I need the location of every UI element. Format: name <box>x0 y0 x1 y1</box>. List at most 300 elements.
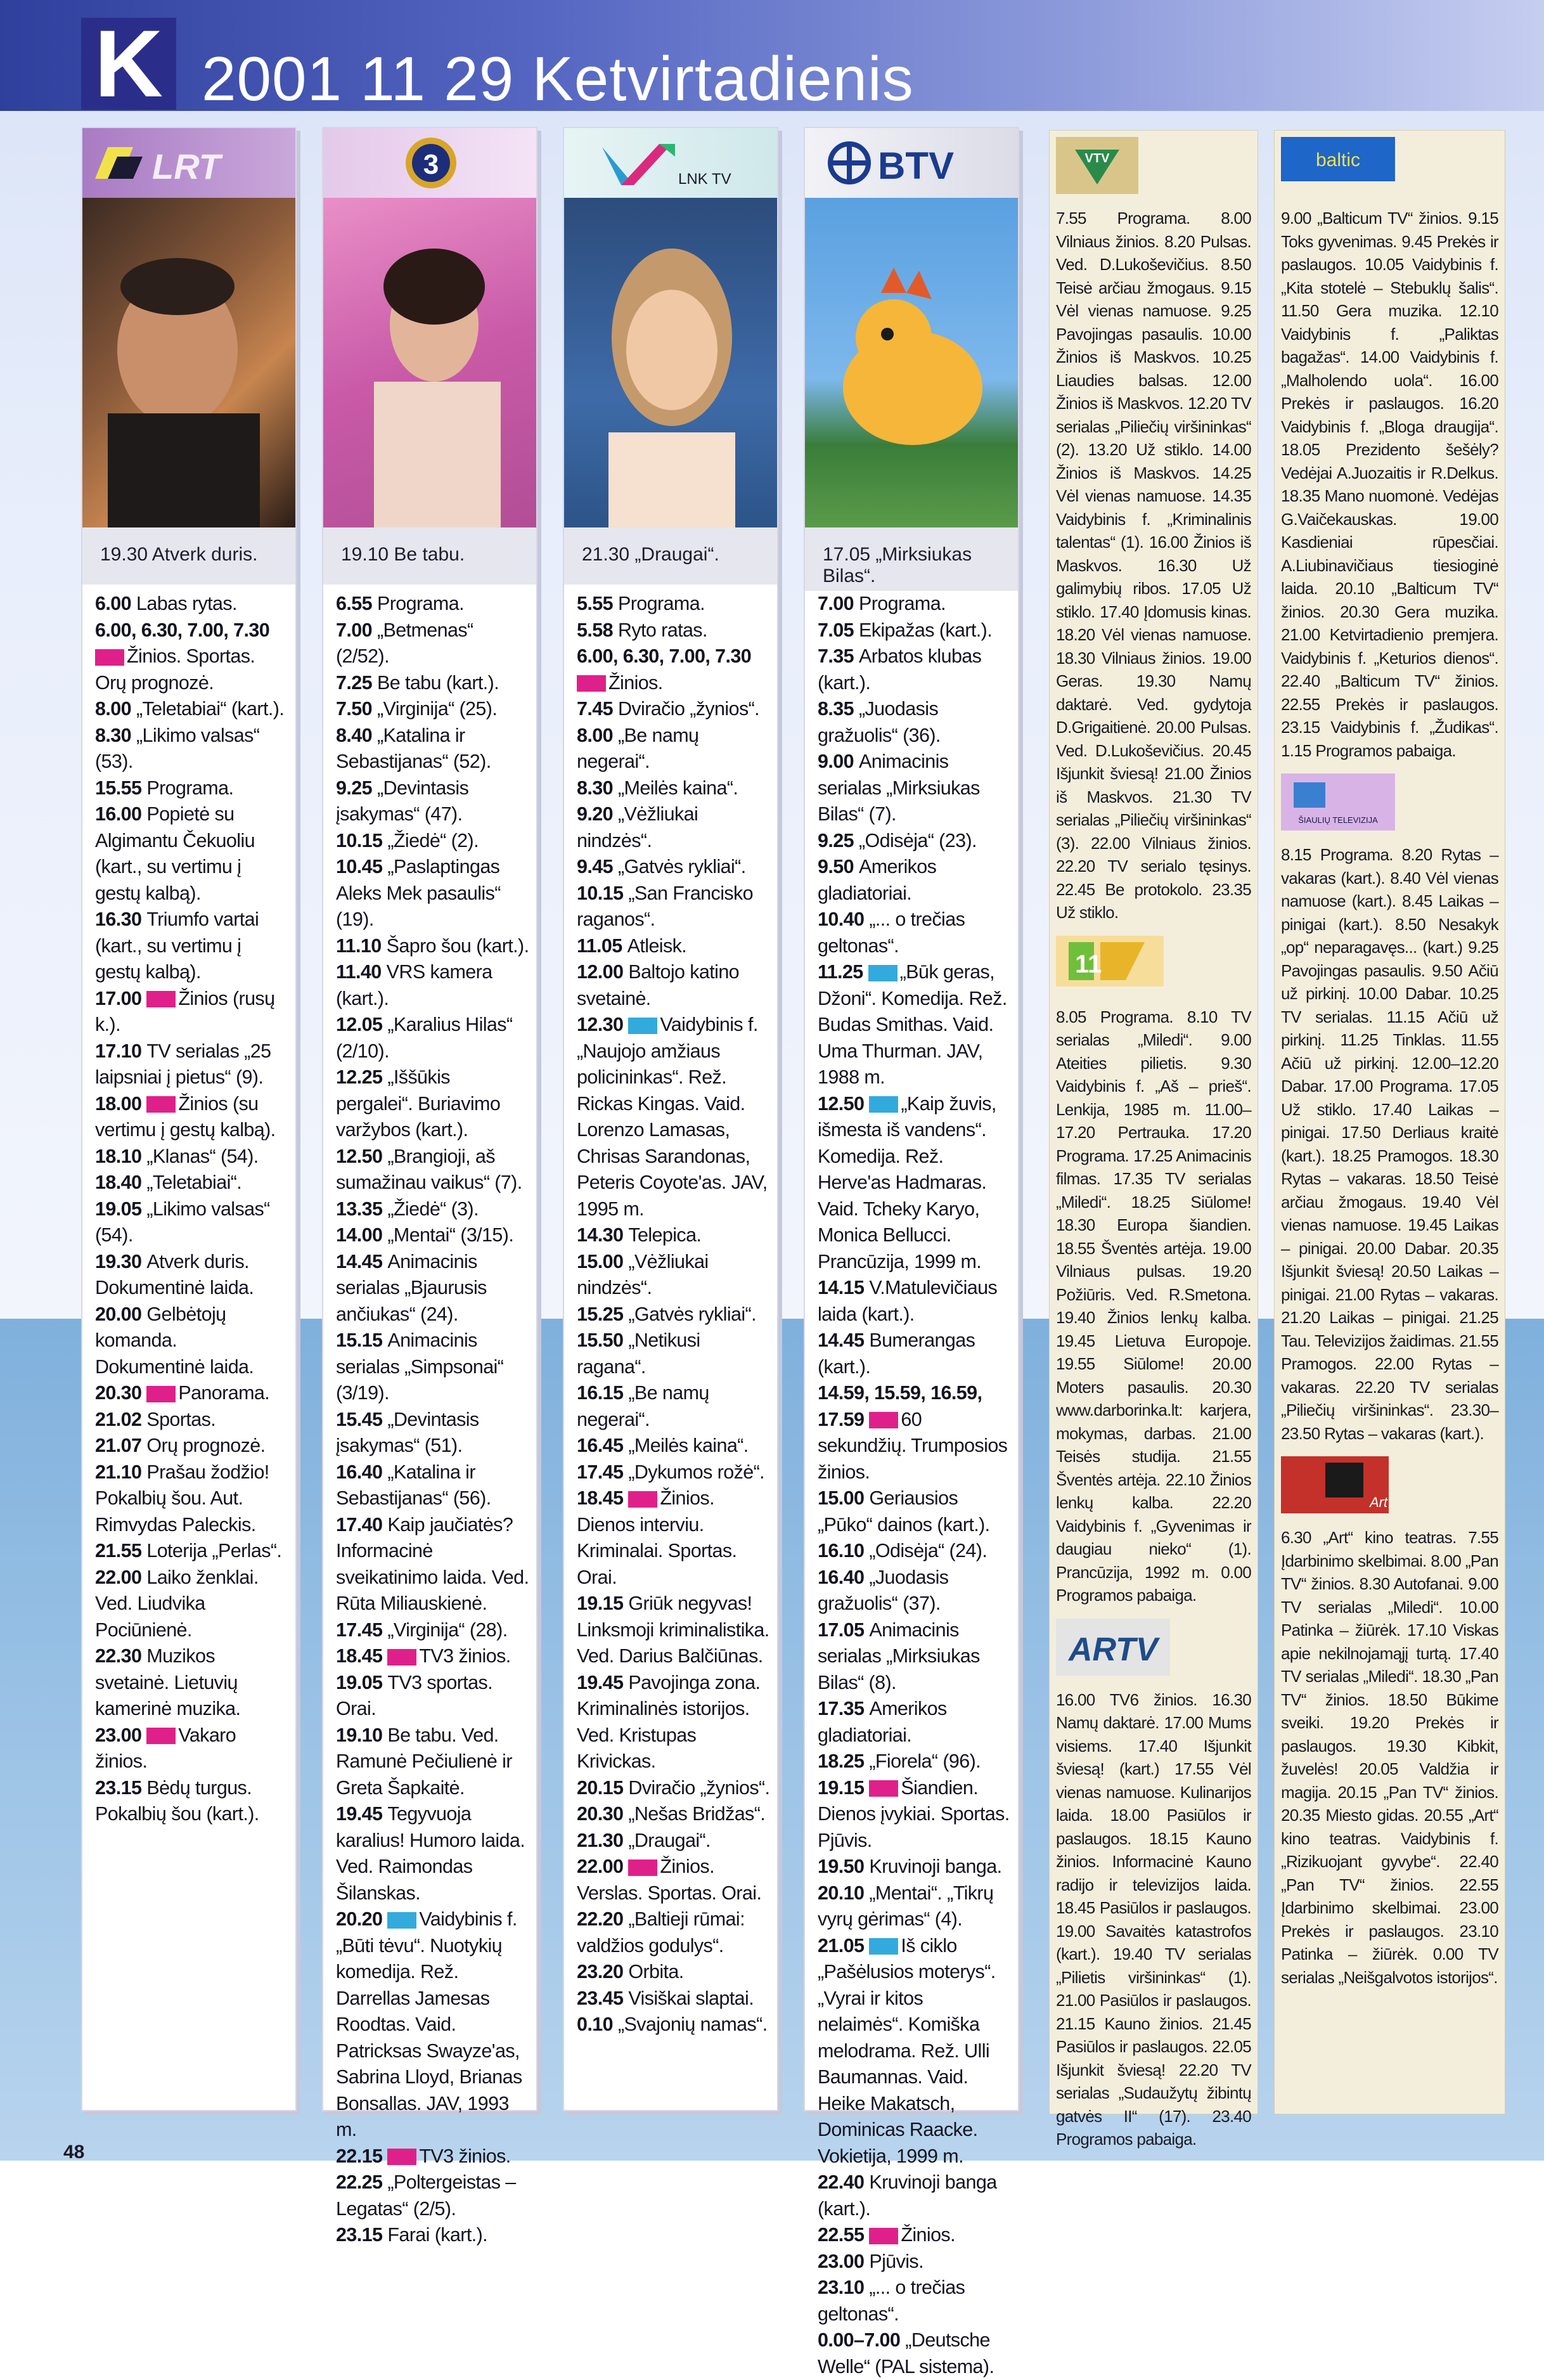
schedule-time: 0.10 <box>577 2014 613 2035</box>
baltic-logo-icon <box>1281 137 1395 181</box>
schedule-entry <box>577 775 771 802</box>
schedule-entry <box>818 1854 1012 1880</box>
schedule-entry <box>577 801 771 854</box>
schedule-title: „Likimo valsas“ (53). <box>95 724 265 772</box>
schedule-entry <box>818 1565 1012 1617</box>
schedule-title: „Deutsche Welle“ (PAL sistema). <box>818 2329 995 2377</box>
schedule-entry <box>818 1617 1012 1697</box>
channel-column-btv <box>804 127 1019 2377</box>
schedule-title: Kaip jaučiatės? Informacinė sveikatinimo laida. Ved. Rūta Miliauskienė. <box>336 1513 534 1614</box>
page-number: 48 <box>63 2142 85 2163</box>
schedule-entry <box>336 959 530 1012</box>
schedule-title: Vakaro žinios. <box>95 1724 241 1772</box>
schedule-entry <box>336 1643 530 1670</box>
schedule-time: 6.55 <box>336 593 372 614</box>
schedule-title: Popietė su Algimantu Čekuoliu (kart., su vertimu į gestų kalbą). <box>95 803 260 904</box>
schedule-entry <box>577 644 771 696</box>
schedule-title: TV3 sportas. Orai. <box>336 1671 498 1719</box>
schedule-title: „Vėžliukai nindzės“. <box>577 1250 714 1298</box>
schedule-entry <box>336 933 530 960</box>
schedule-entry <box>95 1565 289 1644</box>
schedule-title: Ryto ratas. <box>617 619 707 641</box>
schedule-title: Kruvinoji banga. <box>869 1856 1002 1877</box>
schedule-time: 13.35 <box>336 1198 383 1220</box>
svg-text:ŠIAULIŲ TELEVIZIJA: ŠIAULIŲ TELEVIZIJA <box>1298 815 1378 825</box>
schedule-time: 15.15 <box>336 1329 383 1351</box>
cartoon-dinosaur-icon <box>805 198 1020 527</box>
schedule-title: Griūk negyvas! Linksmoji kriminalistika. Ved. Darius Balčiūnas. <box>577 1593 775 1667</box>
lrt-headline: 19.30 Atverk duris. <box>82 527 295 585</box>
schedule-time: 12.50 <box>336 1145 383 1167</box>
schedule-time: 17.35 <box>818 1698 865 1719</box>
schedule-title: Programa. <box>617 593 705 614</box>
schedule-entry <box>818 1275 1012 1328</box>
schedule-entry <box>336 2144 530 2170</box>
schedule-title: Prašau žodžio! Pokalbių šou. Aut. Rimvydas Paleckis. <box>95 1461 274 1536</box>
schedule-entry <box>577 2012 771 2038</box>
schedule-title: Animacinis serialas „Bjaurusis ančiukas“ (24). <box>336 1250 492 1325</box>
film-icon <box>869 1938 898 1955</box>
svg-text:Art: Art <box>1370 1494 1388 1510</box>
schedule-entry <box>336 1196 530 1223</box>
tv3-logo <box>323 128 536 198</box>
schedule-title: Žinios. <box>608 671 663 694</box>
schedule-time: 12.50 <box>818 1092 865 1115</box>
schedule-title: Visiškai slaptai. <box>628 1987 754 2009</box>
schedule-title: „Juodasis gražuolis“ (36). <box>818 698 943 746</box>
schedule-time: 21.30 <box>577 1829 624 1851</box>
schedule-title: Pjūvis. <box>869 2250 923 2272</box>
schedule-title: 60 sekundžių. Trumposios žinios. <box>818 1408 1013 1483</box>
schedule-title: Baltojo katino svetainė. <box>577 961 744 1009</box>
schedule-entry <box>336 1328 530 1407</box>
schedule-title: Animacinis serialas „Mirksiukas Bilas“ (7). <box>818 751 985 825</box>
schedule-time: 18.00 <box>95 1092 142 1115</box>
schedule-title: „Meilės kaina“. <box>617 777 738 799</box>
vtv-logo-icon <box>1056 137 1138 194</box>
schedule-entry <box>95 618 289 697</box>
schedule-entry <box>577 1485 771 1591</box>
vtv-logo <box>1056 137 1251 200</box>
schedule-entry <box>336 1723 530 1802</box>
schedule-entry <box>577 1959 771 1986</box>
schedule-entry <box>818 854 1012 907</box>
schedule-entry <box>818 618 1012 644</box>
schedule-entry <box>95 1038 289 1091</box>
schedule-title: Be tabu. Ved. Ramunė Pečiulienė ir Greta Šapkaitė. <box>336 1724 517 1799</box>
schedule-title: „Būk geras, Džoni“. Komedija. Rež. Budas Smithas. Vaid. Uma Thurman. JAV, 1988 m. <box>818 961 1012 1088</box>
schedule-entry <box>336 854 530 933</box>
schedule-time: 19.10 <box>336 1724 383 1746</box>
schedule-time: 15.55 <box>95 777 142 799</box>
schedule-entry <box>577 1854 771 1906</box>
schedule-entry <box>818 2249 1012 2275</box>
artv-schedule: 16.00 TV6 žinios. 16.30 Namų daktarė. 17.00 Mums visiems. 17.40 Išjunkit šviesą! (kart.) 17.55 Vėl vienas namuose. Kulinarijos laida. 18.00 Pasiūlos ir paslaugos. 18.15 Kauno žinios. Informacinė Kauno radijo ir televizijos laida. 18.45 Pasiūlos ir paslaugos. 19.00 Savaitės katastrofos (kart.). 19.40 TV serialas „Pilietis viršininkas“ (1). 21.00 Pasiūlos ir paslaugos. 21.15 Kauno žinios. 21.45 Pasiūlos ir paslaugos. 22.05 Išjunkit šviesą! 22.20 TV serialas „Sudaužytų žibintų gatvės II“ (17). 23.40 Programos pabaiga. <box>1056 1690 1251 2149</box>
schedule-time: 22.00 <box>577 1856 624 1877</box>
schedule-time: 20.20 <box>336 1908 383 1930</box>
schedule-title: Pavojinga zona. Kriminalinės istorijos. Ved. Kristupas Krivickas. <box>577 1671 766 1772</box>
schedule-entry <box>95 1538 289 1565</box>
schedule-title: „Odisėja“ (24). <box>869 1540 988 1562</box>
schedule-entry <box>577 1222 771 1249</box>
schedule-title: Vaidybinis f. „Būti tėvu“. Nuotykių komedija. Rež. Darrellas Jamesas Roodtas. Vaid. Patricksas Swayze'as, Sabrina Lloyd, Brianas Bonsallas. JAV, 1993 m. <box>336 1908 527 2140</box>
schedule-time: 18.25 <box>818 1750 865 1772</box>
small-channels-right <box>1274 130 1505 2114</box>
btv-logo <box>805 128 1018 198</box>
svg-text:BTV: BTV <box>878 145 954 187</box>
schedule-time: 8.35 <box>818 698 854 720</box>
schedule-title: „Be namų negerai“. <box>577 1382 714 1430</box>
schedule-title: Atverk duris. Dokumentinė laida. <box>95 1250 254 1298</box>
schedule-time: 20.00 <box>95 1303 142 1325</box>
schedule-time: 15.00 <box>818 1487 865 1509</box>
schedule-entry <box>818 2222 1012 2249</box>
schedule-time: 20.10 <box>818 1882 865 1904</box>
schedule-time: 19.15 <box>577 1593 624 1614</box>
schedule-entry <box>95 1249 289 1302</box>
film-icon <box>869 1096 898 1113</box>
schedule-time: 22.15 <box>336 2145 383 2167</box>
lrt-schedule <box>82 591 295 2110</box>
film-icon <box>628 1018 657 1034</box>
art-logo <box>1281 1456 1498 1520</box>
schedule-entry <box>336 1064 530 1144</box>
page-title: 2001 11 29 Ketvirtadienis <box>202 44 914 113</box>
schedule-time: 19.45 <box>336 1803 383 1825</box>
schedule-entry <box>577 881 771 933</box>
schedule-title: TV serialas „25 laipsniai į pietus“ (9). <box>95 1040 276 1088</box>
btv-logo-icon <box>805 128 1020 198</box>
schedule-title: V.Matulevičiaus laida (kart.). <box>818 1277 1002 1325</box>
schedule-entry <box>577 1906 771 1959</box>
schedule-entry <box>95 907 289 986</box>
tv3-schedule <box>323 591 536 2246</box>
schedule-time: 7.00 <box>336 619 372 641</box>
schedule-title: „Fiorela“ (96). <box>869 1750 981 1772</box>
schedule-title: Programa. <box>376 593 464 614</box>
news-icon <box>387 1649 416 1665</box>
schedule-entry <box>336 696 530 723</box>
schedule-time: 12.00 <box>577 961 624 983</box>
schedule-title: Labas rytas. <box>136 593 237 614</box>
schedule-time: 16.00 <box>95 803 142 825</box>
lnk-headline: 21.30 „Draugai“. <box>564 527 777 585</box>
small-channels-left <box>1049 130 1258 2149</box>
schedule-time: 8.00 <box>95 698 131 720</box>
schedule-time: 18.40 <box>95 1172 142 1193</box>
schedule-title: Geriausios „Pūko“ dainos (kart.). <box>818 1487 990 1536</box>
schedule-time: 9.50 <box>818 856 854 877</box>
schedule-entry <box>577 1459 771 1486</box>
schedule-entry <box>577 1249 771 1302</box>
schedule-time: 12.25 <box>336 1066 383 1088</box>
schedule-title: „Draugai“. <box>628 1829 711 1851</box>
schedule-time: 19.50 <box>818 1856 865 1877</box>
schedule-title: Dviračio „žynios“. <box>628 1776 770 1799</box>
schedule-title: „Odisėja“ (23). <box>858 829 977 851</box>
schedule-title: Atleisk. <box>627 935 687 957</box>
schedule-title: Arbatos klubas (kart.). <box>818 645 987 694</box>
schedule-entry <box>818 2170 1012 2222</box>
man-portrait-icon <box>82 198 298 527</box>
schedule-entry <box>577 854 771 881</box>
schedule-title: Loterija „Perlas“. <box>146 1540 282 1562</box>
schedule-time: 22.25 <box>336 2171 383 2193</box>
schedule-time: 7.35 <box>818 645 854 667</box>
news-icon <box>146 1386 176 1402</box>
schedule-entry <box>818 1933 1012 2170</box>
schedule-title: Triumfo vartai (kart., su vertimu į gestų kalbą). <box>95 909 264 983</box>
schedule-entry <box>577 1380 771 1433</box>
schedule-time: 17.40 <box>336 1513 383 1536</box>
schedule-entry <box>95 1302 289 1381</box>
schedule-title: „Devintasis įsakymas“ (51). <box>336 1408 484 1456</box>
schedule-entry <box>95 591 289 618</box>
schedule-title: Dviračio „žynios“. <box>617 698 760 720</box>
schedule-time: 14.15 <box>818 1277 865 1298</box>
schedule-title: „Teletabiai“ (kart.). <box>136 698 285 720</box>
schedule-title: „Svajonių namas“. <box>617 2014 768 2035</box>
artv-logo <box>1056 1619 1251 1682</box>
schedule-time: 16.15 <box>577 1382 624 1404</box>
schedule-title: Farai (kart.). <box>387 2224 487 2246</box>
schedule-entry <box>336 1407 530 1459</box>
schedule-time: 19.30 <box>95 1250 142 1272</box>
schedule-title: Tegyvuoja karalius! Humoro laida. Ved. Raimondas Šilanskas. <box>336 1803 530 1904</box>
schedule-time: 10.45 <box>336 856 383 877</box>
schedule-time: 15.25 <box>577 1303 624 1325</box>
schedule-time: 20.15 <box>577 1776 624 1799</box>
schedule-entry <box>336 618 530 670</box>
schedule-time: 17.10 <box>95 1040 142 1062</box>
schedule-title: Orų prognozė. <box>146 1435 266 1456</box>
schedule-entry <box>95 1643 289 1723</box>
schedule-entry <box>818 696 1012 749</box>
schedule-title: „Klanas“ (54). <box>146 1145 259 1167</box>
schedule-entry <box>818 749 1012 828</box>
schedule-title: „San Francisko raganos“. <box>577 882 758 930</box>
schedule-title: Vaidybinis f. „Naujojo amžiaus policininkas“. Rež. Rickas Kingas. Vaid. Lorenzo Lamasas, Chrisas Sarandonas, Peteris Coyote'as. JAV, 1995 m. <box>577 1014 773 1220</box>
news-icon <box>628 1859 657 1876</box>
schedule-title: „Karalius Hilas“ (2/10). <box>336 1014 518 1062</box>
schedule-title: Žinios. Dienos interviu. Kriminalai. Sportas. Orai. <box>577 1487 742 1588</box>
schedule-title: Programa. <box>858 593 946 614</box>
btv-schedule <box>805 591 1018 2377</box>
schedule-time: 5.58 <box>577 619 613 641</box>
schedule-entry <box>577 1986 771 2012</box>
schedule-title: Laiko ženklai. Ved. Liudvika Pociūnienė. <box>95 1566 264 1641</box>
schedule-time: 7.45 <box>577 698 613 720</box>
schedule-entry <box>95 1196 289 1249</box>
schedule-time: 22.30 <box>95 1645 142 1667</box>
schedule-entry <box>577 933 771 960</box>
schedule-title: Ekipažas (kart.). <box>858 619 993 641</box>
schedule-time: 11.10 <box>336 935 382 957</box>
schedule-title: „Nešas Bridžas“. <box>628 1803 766 1825</box>
schedule-time: 8.00 <box>577 724 613 746</box>
svg-text:VTV: VTV <box>1084 152 1110 165</box>
schedule-title: Telepica. <box>628 1224 702 1246</box>
news-icon <box>146 991 176 1007</box>
schedule-entry <box>336 723 530 775</box>
schedule-entry <box>818 1328 1012 1380</box>
schedule-time: 11.05 <box>577 935 622 957</box>
schedule-time: 20.30 <box>577 1803 624 1825</box>
schedule-entry <box>577 591 771 618</box>
baltic-block <box>1281 137 1498 762</box>
schedule-time: 19.05 <box>95 1198 142 1220</box>
schedule-time: 6.00 <box>95 593 131 614</box>
schedule-time: 22.40 <box>818 2171 865 2193</box>
schedule-entry <box>577 1012 771 1222</box>
schedule-entry <box>95 1723 289 1775</box>
schedule-entry <box>95 801 289 907</box>
schedule-time: 17.45 <box>336 1619 383 1641</box>
news-icon <box>146 1096 176 1113</box>
kaunas11-logo <box>1056 936 1251 999</box>
schedule-title: „Poltergeistas – Legatas“ (2/5). <box>336 2171 521 2220</box>
news-icon <box>869 1412 898 1428</box>
schedule-time: 16.30 <box>95 909 142 930</box>
schedule-title: Žinios (su vertimu į gestų kalbą). <box>95 1092 276 1141</box>
schedule-entry <box>577 1828 771 1854</box>
channel-column-lnk <box>563 127 778 2111</box>
channel-column-lrt <box>81 127 297 2111</box>
schedule-title: „Devintasis įsakymas“ (47). <box>336 777 474 825</box>
day-letter: K <box>81 18 176 110</box>
news-icon <box>95 649 124 666</box>
lrt-logo <box>82 128 295 198</box>
schedule-entry <box>818 959 1012 1091</box>
schedule-title: „Mentai“. „Tikrų vyrų gėrimas“ (4). <box>818 1882 999 1930</box>
schedule-time: 21.55 <box>95 1540 142 1562</box>
schedule-title: Bėdų turgus. Pokalbių šou (kart.). <box>95 1776 259 1825</box>
schedule-title: „Virginija“ (25). <box>376 698 498 720</box>
schedule-entry <box>818 1696 1012 1749</box>
schedule-entry <box>577 618 771 644</box>
svg-text:LRT: LRT <box>152 146 221 186</box>
schedule-entry <box>818 828 1012 855</box>
btv-photo <box>805 198 1018 527</box>
lrt-photo <box>82 198 295 527</box>
schedule-entry <box>95 1459 289 1539</box>
schedule-time: 22.55 <box>818 2224 865 2246</box>
schedule-title: Panorama. <box>178 1382 270 1404</box>
schedule-time: 21.10 <box>95 1461 142 1483</box>
schedule-entry <box>336 775 530 828</box>
schedule-entry <box>95 1091 289 1144</box>
schedule-entry <box>95 775 289 802</box>
schedule-entry <box>577 1328 771 1380</box>
schedule-entry <box>95 1144 289 1170</box>
schedule-time: 10.40 <box>818 909 865 930</box>
schedule-time: 19.05 <box>336 1671 383 1693</box>
schedule-time: 18.45 <box>577 1487 624 1509</box>
schedule-entry <box>336 828 530 855</box>
schedule-time: 7.05 <box>818 619 854 641</box>
schedule-title: Animacinis serialas „Mirksiukas Bilas“ (8). <box>818 1619 985 1693</box>
schedule-entry <box>818 1749 1012 1775</box>
baltic-schedule: 9.00 „Balticum TV“ žinios. 9.15 Toks gyvenimas. 9.45 Prekės ir paslaugos. 10.05 Vaidybinis f. „Kita stotelė – Stebuklų šalis“. 11.50 Gera muzika. 12.10 Vaidybinis f. „Paliktas bagažas“. 14.00 Vaidybinis f. „Malholendo uola“. 16.00 Prekės ir paslaugos. 16.20 Vaidybinis f. „Bloga draugija“. 18.05 Prezidento šešėly? Vedėjai A.Juozaitis ir R.Delkus. 18.35 Mano nuomonė. Vedėjas G.Vaičekauskas. 19.00 Kasdieniai rūpesčiai. A.Liubinavičiaus tiesioginė laida. 20.10 „Balticum TV“ žinios. 20.30 Gera muzika. 21.00 Ketvirtadienio premjera. Vaidybinis f. „Keturios dienos“. 22.40 „Balticum TV“ žinios. 22.55 Prekės ir paslaugos. 23.15 Vaidybinis f. „Žudikas“. 1.15 Programos pabaiga. <box>1281 209 1498 760</box>
schedule-entry <box>336 1012 530 1064</box>
schedule-title: Sportas. <box>146 1408 216 1430</box>
kaunas11-logo-icon <box>1056 936 1164 986</box>
schedule-title: Gelbėtojų komanda. Dokumentinė laida. <box>95 1303 254 1378</box>
schedule-entry <box>95 1407 289 1433</box>
schedule-entry <box>95 1775 289 1828</box>
schedule-time: 20.30 <box>95 1382 142 1404</box>
schedule-entry <box>818 907 1012 959</box>
schedule-title: „Virginija“ (28). <box>387 1619 508 1641</box>
schedule-title: Žinios. Verslas. Sportas. Orai. <box>577 1856 762 1904</box>
schedule-entry <box>577 1670 771 1775</box>
news-icon <box>869 2228 898 2244</box>
channel-column-tv3 <box>322 127 537 2246</box>
schedule-title: „Brangioji, aš sumažinau vaikus“ (7). <box>336 1145 522 1193</box>
schedule-title: „Gatvės rykliai“. <box>617 856 746 877</box>
schedule-time: 17.45 <box>577 1461 624 1483</box>
schedule-entry <box>95 723 289 775</box>
schedule-time: 22.00 <box>95 1566 142 1588</box>
siauliu-schedule: 8.15 Programa. 8.20 Rytas – vakaras (kart.). 8.40 Vėl vienas namuose (kart.). 8.45 Laikas – pinigai (kart.). 8.50 Nesakyk „op“ neparagavęs... (kart.) 9.25 Pavojingas pasaulis. 9.50 Ačiū už pirkinį. 10.00 Dabar. 10.25 TV serialas. 11.15 Ačiū už pirkinį. 11.25 Tinklas. 11.55 Ačiū už pirkinį. 12.00–12.20 Dabar. 17.00 Programa. 17.05 Už stiklo. 17.40 Laikas – pinigai. 17.50 Derliaus kraitė (kart.). 18.25 Pramogos. 18.30 Rytas – vakaras. 18.50 Teisė arčiau žmogaus. 19.40 Vėl vienas namuose. 19.45 Laikas – pinigai. 20.00 Dabar. 20.35 Išjunkit šviesą! 20.50 Laikas – pinigai. 21.00 Rytas – vakaras. 21.20 Laikas – pinigai. 21.25 Tau. Televizijos žaidimas. 21.55 Pramogos. 22.00 Rytas – vakaras. 22.20 TV serialas „Piliečių viršininkas“. 23.30–23.50 Rytas – vakaras (kart.). <box>1281 845 1498 1443</box>
schedule-title: „Likimo valsas“ (54). <box>95 1198 275 1246</box>
schedule-title: „Vėžliukai nindzės“. <box>577 803 704 851</box>
schedule-time: 9.20 <box>577 803 613 825</box>
schedule-title: „Betmenas“ (2/52). <box>336 619 479 667</box>
schedule-time: 14.59, 15.59, 16.59, 17.59 <box>818 1382 982 1430</box>
schedule-entry <box>818 1380 1012 1485</box>
schedule-title: „Kaip žuvis, išmesta iš vandens“. Komedija. Rež. Herve'as Hadmaras. Vaid. Tcheky Karyo, Monica Bellucci. Prancūzija, 1999 m. <box>818 1092 1001 1272</box>
schedule-entry <box>95 1380 289 1407</box>
schedule-time: 17.05 <box>818 1619 865 1641</box>
lnk-photo <box>564 198 777 527</box>
schedule-time: 14.00 <box>336 1224 383 1246</box>
schedule-time: 23.20 <box>577 1961 624 1982</box>
schedule-title: „Dykumos rožė“. <box>628 1461 765 1483</box>
schedule-entry <box>336 1801 530 1906</box>
schedule-time: 11.40 <box>336 961 382 983</box>
schedule-entry <box>336 1222 530 1249</box>
schedule-entry <box>577 959 771 1012</box>
schedule-entry <box>336 1617 530 1644</box>
art-block <box>1281 1456 1498 1989</box>
schedule-time: 19.45 <box>577 1671 624 1693</box>
schedule-time: 23.15 <box>95 1776 142 1799</box>
schedule-entry <box>818 591 1012 618</box>
schedule-title: „Baltieji rūmai: valdžios godulys“. <box>577 1908 750 1956</box>
schedule-title: „Juodasis gražuolis“ (37). <box>818 1566 954 1614</box>
schedule-time: 17.00 <box>95 987 142 1009</box>
schedule-title: Amerikos gladiatoriai. <box>818 1698 952 1746</box>
schedule-title: Šiandien. Dienos įvykiai. Sportas. Pjūvis. <box>818 1776 1015 1851</box>
vtv-block <box>1056 137 1251 924</box>
schedule-entry <box>818 1880 1012 1933</box>
schedule-entry <box>336 670 530 697</box>
schedule-entry <box>577 723 771 775</box>
schedule-entry <box>577 696 771 723</box>
schedule-entry <box>95 1170 289 1196</box>
schedule-title: „Be namų negerai“. <box>577 724 704 772</box>
schedule-title: „Gatvės rykliai“. <box>628 1303 756 1325</box>
schedule-time: 14.45 <box>818 1329 865 1351</box>
schedule-time: 15.45 <box>336 1408 383 1430</box>
schedule-title: „... o trečias geltonas“. <box>818 2277 970 2325</box>
schedule-time: 8.30 <box>577 777 613 799</box>
artv-block <box>1056 1619 1251 2151</box>
lnk-logo <box>564 128 777 198</box>
schedule-entry <box>577 1801 771 1828</box>
kaunas11-schedule: 8.05 Programa. 8.10 TV serialas „Miledi“. 9.00 Ateities pilietis. 9.30 Vaidybinis f. „Aš – prieš“. Lenkija, 1985 m. 11.00–17.20 Pertrauka. 17.20 Programa. 17.25 Animacinis filmas. 17.35 TV serialas „Miledi“. 18.25 Siūlome! 18.30 Europa šiandien. 18.55 Šventės artėja. 19.00 Vilniaus pulsas. 19.20 Požiūris. Ved. R.Smetona. 19.40 Žinios lenkų kalba. 19.45 Lietuva Europoje. 19.55 Siūlome! 20.00 Moters pasaulis. 20.30 www.darborinka.lt: karjera, mokymas, darbas. 21.00 Teisės studija. 21.55 Šventės artėja. 22.10 Žinios lenkų kalba. 22.20 Vaidybinis f. „Gyvenimas ir daugiau nieko“ (1). Prancūzija, 1992 m. 0.00 Programos pabaiga. <box>1056 1007 1251 1605</box>
